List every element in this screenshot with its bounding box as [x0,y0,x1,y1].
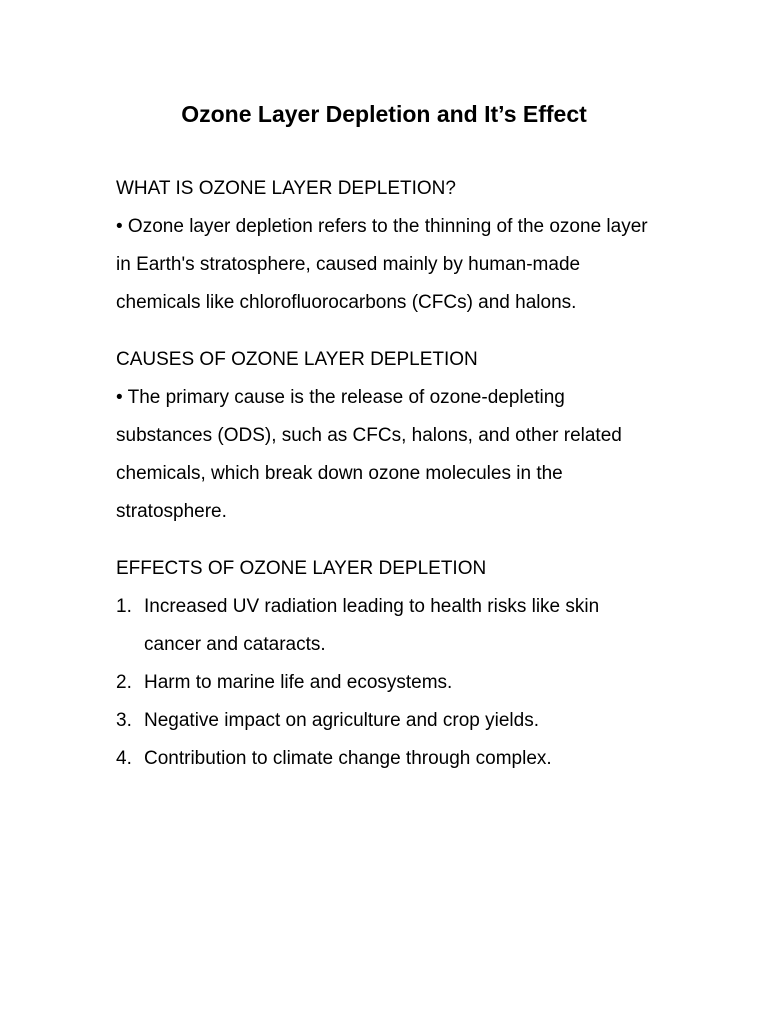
section-what-is [116,170,661,322]
list-item-text: Harm to marine life and ecosystems. [144,672,453,693]
list-item-text: Contribution to climate change through complex. [144,748,552,769]
list-item-number: 2. [116,672,132,693]
document-body [116,170,661,778]
list-item-text: Negative impact on agriculture and crop yields. [144,710,539,731]
list-item [116,702,661,740]
section-effects [116,550,661,778]
section-paragraph: • Ozone layer depletion refers to the thinning of the ozone layer in Earth's stratosphere, caused mainly by human-made chemicals like chlorofluorocarbons (CFCs) and halons. [116,216,648,313]
list-item [116,740,661,778]
section-paragraph: • The primary cause is the release of ozone-depleting substances (ODS), such as CFCs, halons, and other related chemicals, which break down ozone molecules in the stratosphere. [116,387,622,522]
document-title: Ozone Layer Depletion and It’s Effect [181,101,587,127]
list-item-text: Increased UV radiation leading to health risks like skin cancer and cataracts. [144,596,600,655]
list-item-number: 4. [116,748,132,769]
list-item [116,588,661,664]
section-heading: EFFECTS OF OZONE LAYER DEPLETION [116,558,487,579]
section-heading: WHAT IS OZONE LAYER DEPLETION? [116,178,456,199]
section-causes [116,341,661,531]
section-heading: CAUSES OF OZONE LAYER DEPLETION [116,349,478,370]
effects-list [116,588,661,778]
list-item-number: 1. [116,596,132,617]
list-item-number: 3. [116,710,132,731]
list-item [116,664,661,702]
